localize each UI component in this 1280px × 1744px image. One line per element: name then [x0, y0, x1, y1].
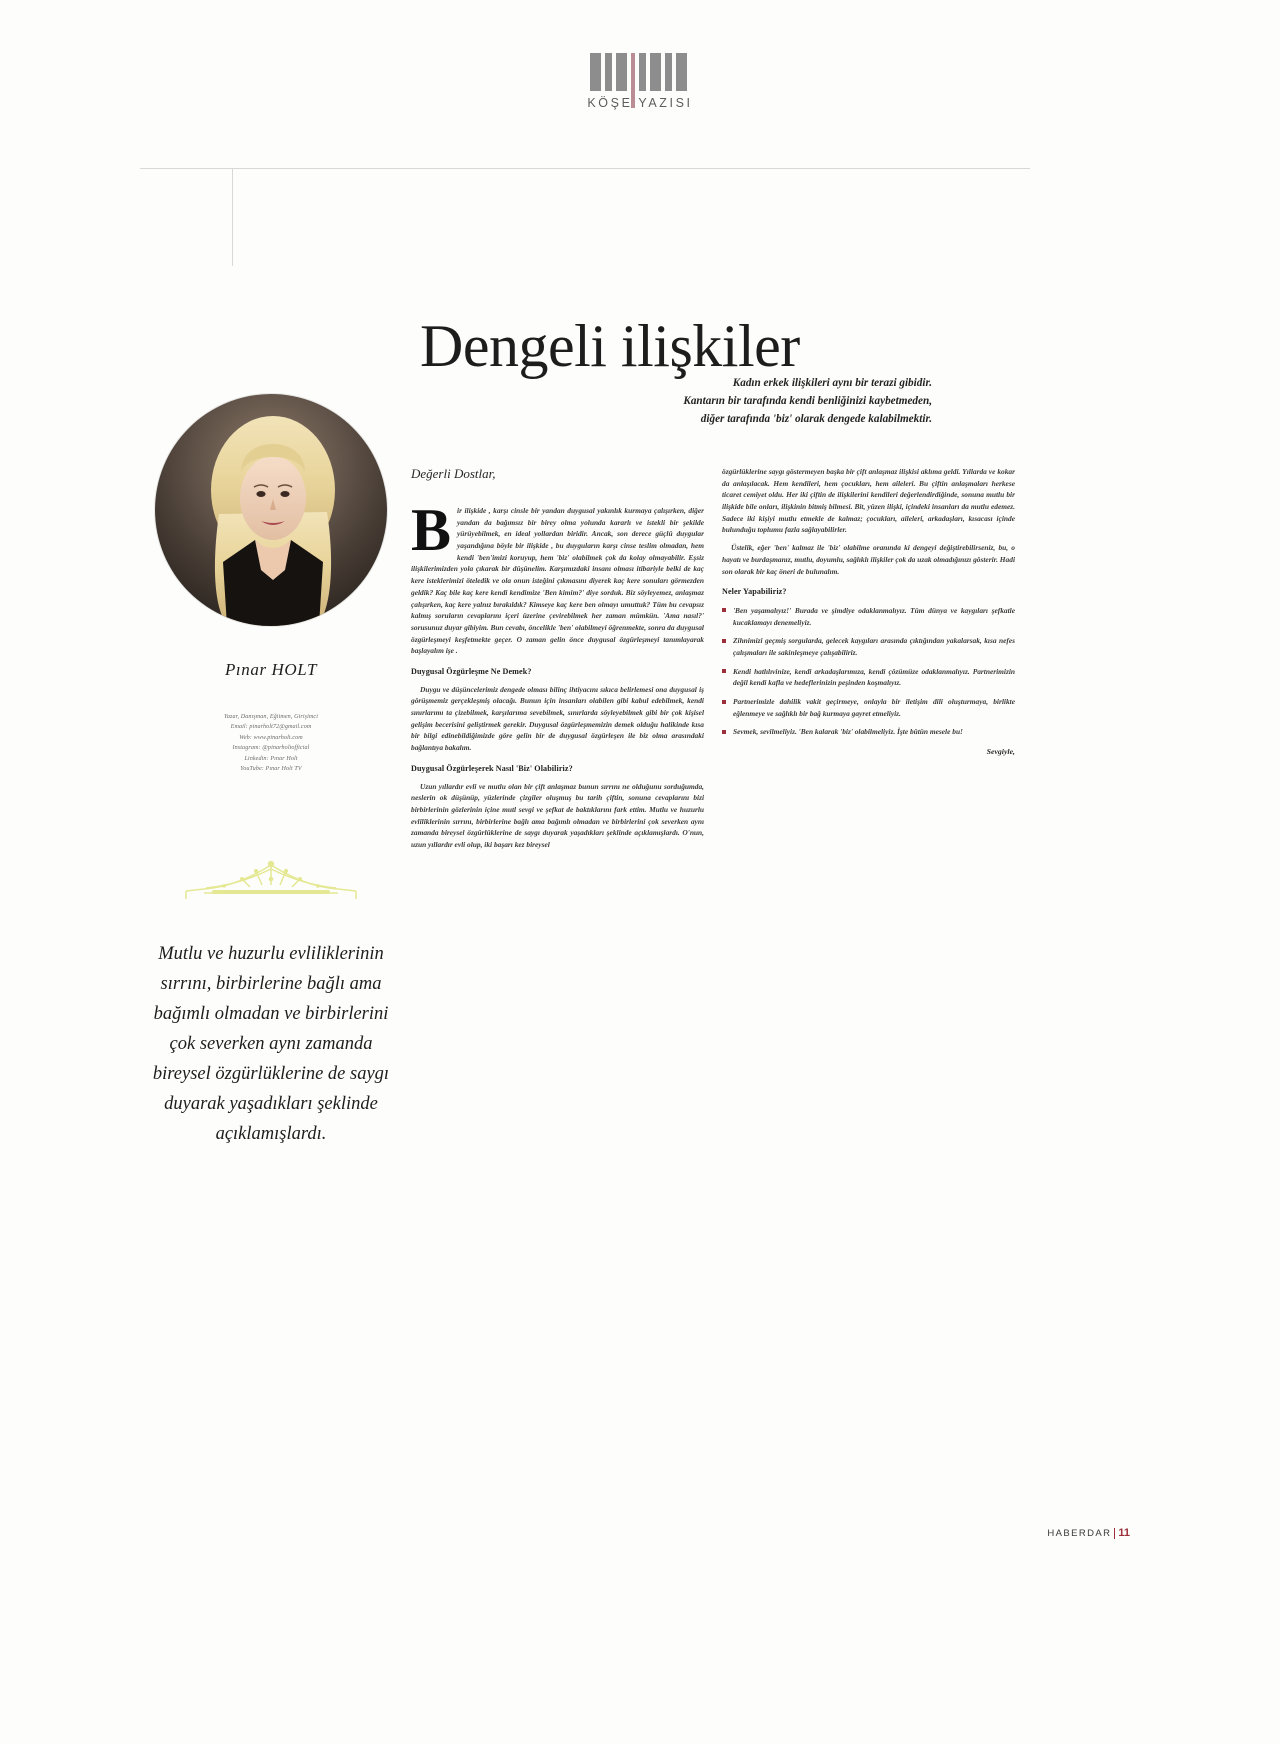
tiara-ornament	[160, 855, 382, 908]
article-deck	[530, 374, 932, 428]
body-column-one	[411, 497, 704, 857]
deck-line: diğer tarafında 'biz' olarak dengede kalabilmektir.	[700, 413, 932, 426]
barcode-graphic	[590, 53, 691, 91]
pull-quote: Mutlu ve huzurlu evliliklerinin sırrını, birbirlerine bağlı ama bağımlı olmadan ve birbirlerini çok severken aynı zamanda bireysel özgürlüklerine de saygı duyarak yaşadıkları şeklinde açıklamışlardı.	[152, 944, 390, 1144]
body-paragraph: özgürlüklerine saygı göstermeyen başka bir çift anlaşmaz ilişkisi aklıma geldi. Yıllarda ve kokar da anlaşılacak. Hem kendileri, hem çocukları, hem aileleri. Bu çiftin anlaşmaları herkese ticaret cemiyet oldu. Her iki çiftin de ilişkilerini kendileri değerlendirdiğinde, sonuna mutlu bir ilişkide bile onları, ilişkinin bitmiş bilmesi. Bit, yüzen ilişki, içindeki insanları da mutlu edemez. Sadece iki kişiyi mutlu etmekle de kalmaz; çocukları, aileleri, arkadaşları, kısacası içinde bulunduğu toplumu fazla sağlayabilirler.	[722, 467, 1015, 535]
section-heading: Neler Yapabiliriz?	[722, 587, 787, 597]
contact-line: Instagram: @pinarholtofficial	[232, 745, 310, 752]
contact-line: YouTube: Pınar Holt TV	[240, 766, 302, 773]
contact-line: Linkedin: Pınar Holt	[244, 755, 298, 762]
paragraph-text: ir ilişkide , karşı cinsle bir yandan duygusal yakınlık kurmaya çalışırken, diğer yandan da bağımsız bir birey olma yolunda kararlı ve istekli bir şekilde yürüyebilmek, en ideal yollardan biridir. Ancak, son derece güçlü duygular yaşandığına böyle bir ilişkide , bu duyguların karşı cinse teslim olmadan, hem kendi 'ben'imizi koruyup, hem 'biz' olabilmek çok da kolay olmayabilir. Eşsiz ilişkilerimizden yola çıkarak bir düşünelim. Karşımızdaki insanı olması itibariyle belki de kaç kere isteklerimizi öteledik ve ola onun isteğini çıkmasını diyerek kaç kere sonuları görmezden geldik? Kaç bile kaç kere kendi kendimize 'Ben kimim?' diye sorduk. Biz söyleyemez, anlaşmaz çalışırken, kaç kere yalnız bırakıldık? Kimseye kaç kere ben olmayı umuttuk? Tüm bu cevapsız kalmış soruların cevaplarını içeri üzerine çevirebilmek her zaman mümkün. 'Ama nasıl?' sorusunuz duyar gibiyim. Bun cevabı, öncelikle 'ben' olabilmeyi öğrenmekte, sonra da duygusal özgürleşmeyi keşfetmekte geçer. O zaman gelin önce duygusal özgürleşmeyi tanımlayarak başlayalım işe .	[411, 506, 704, 656]
section-heading: Duygusal Özgürleşerek Nasıl 'Biz' Olabiliriz?	[411, 763, 573, 773]
section-label: KÖŞE YAZISI	[587, 96, 693, 110]
salutation: Değerli Dostlar,	[411, 466, 496, 481]
page-number: 11	[1118, 1527, 1130, 1539]
magazine-name: HABERDAR	[1047, 1528, 1112, 1539]
deck-line: Kantarın bir tarafında kendi benliğinizi kaybetmeden,	[683, 395, 932, 408]
avatar	[155, 394, 387, 626]
contact-line: Yazar, Danışman, Eğitmen, Girişimci	[223, 714, 318, 720]
page-footer	[1047, 1527, 1130, 1539]
page-title: Dengeli ilişkiler	[420, 313, 800, 380]
contact-line: Web: www.pinarholt.com	[239, 734, 303, 741]
contact-line: Email: pinarholt72@gmail.com	[230, 724, 312, 731]
author-name: Pınar HOLT	[224, 660, 318, 679]
body-paragraph	[411, 497, 704, 657]
body-paragraph: Uzun yıllardır evli ve mutlu olan bir çift anlaşmaz bunun sırrını ne olduğunu sorduğumda, neslerin ok düşünüp, yüzlerinde çizgiler oluşmuş bu tarih çiftin, sonuna cevaplarını bizi birbirlerinin gözlerinin içine mutl sevgi ve şefkat de baktıklarını fark ettim. Mutlu ve huzurlu evliliklerinin sırrını, birbirlerine bağlı ama bağımlı olmadan ve birbirlerini çok severken aynı zamanda bireysel özgürlüklerine de saygı duyarak yaşadıkları şeklinde açıklamışlardı. O'nun, uzun yıllardır evli olup, iki başarı kez bireysel	[411, 781, 704, 850]
body-column-two	[722, 466, 1015, 758]
deck-line: Kadın erkek ilişkileri aynı bir terazi gibidir.	[732, 377, 932, 389]
author-photo	[155, 394, 387, 626]
list-item: Partnerimizle dahilik vakit geçirmeye, onlayla bir iletişim dili oluşturmaya, birlikte eğlenmeye ve sağlıklı bir bağ kurmaya gayret etmeliyiz.	[722, 696, 1015, 719]
list-item: Zihnimizi geçmiş sorgularda, gelecek kaygıları arasında çıktığından yakalarsak, kısa nefes çalışmaları ile sakinleşmeye çalışabiliriz.	[722, 635, 1015, 658]
signoff: Sevgiyle,	[986, 747, 1015, 757]
footer-divider	[1114, 1528, 1115, 1539]
author-contact	[150, 712, 392, 775]
list-item: 'Ben yaşamalıyız!' Burada ve şimdiye odaklanmalıyız. Tüm dünya ve kaygıları şefkatle kucaklamayı denemeliyiz.	[722, 605, 1015, 628]
page-header	[0, 44, 1280, 110]
tiara-icon	[176, 855, 366, 903]
body-paragraph: Üstelik, eğer 'ben' kalmaz ile 'biz' olabilme oranında ki dengeyi değiştirebilirseniz, bu, o hayatı ve burdaşmanız, mutlu, doyumlu, sağlıklı ilişkiler çok da uzak olmadığınızı gösterir. Hadi son olarak bir kaç öneri de bulunalım.	[722, 543, 1015, 576]
list-item: Sevmek, sevilmeliyiz. 'Ben kalarak 'biz' olabilmeliyiz. İşte bütün mesele bu!	[722, 726, 1015, 738]
horizontal-rule	[140, 168, 1030, 169]
vertical-rule	[232, 168, 233, 266]
section-heading: Duygusal Özgürleşme Ne Demek?	[411, 666, 532, 676]
drop-cap: B	[411, 497, 452, 563]
body-paragraph: Duygu ve düşüncelerimiz dengede olması bilinç ihtiyacını sıkıca belirlemesi ona duygusal iş görüşmemiz gerçekleşmiş olacağı. Bunun için insanları olabilen gibi kabul edebilmek, kendi sınırlarımı ta çizebilmek, karşılarıma sevebilmek, sınırlarda söyleyebilmek gibi bir çok kişisel gelişim becerisini geliştirmek gerekir. Duygusal özgürleşmemizin demek olduğu halikinde kısa bir bilgi edinebildiğimizde göre gelin bir de duygusal özgürleşen ile biz olma arasındaki bağlantıya bakalım.	[411, 684, 704, 753]
tips-list	[722, 605, 1015, 738]
list-item: Kendi hatlılıvinize, kendi arkadaşlarımıza, kendi çözümüze odaklanmalıyız. Partnerimizin değil kendi kafla ve hedeflerinizin peşinden koşmalıyız.	[722, 666, 1015, 689]
